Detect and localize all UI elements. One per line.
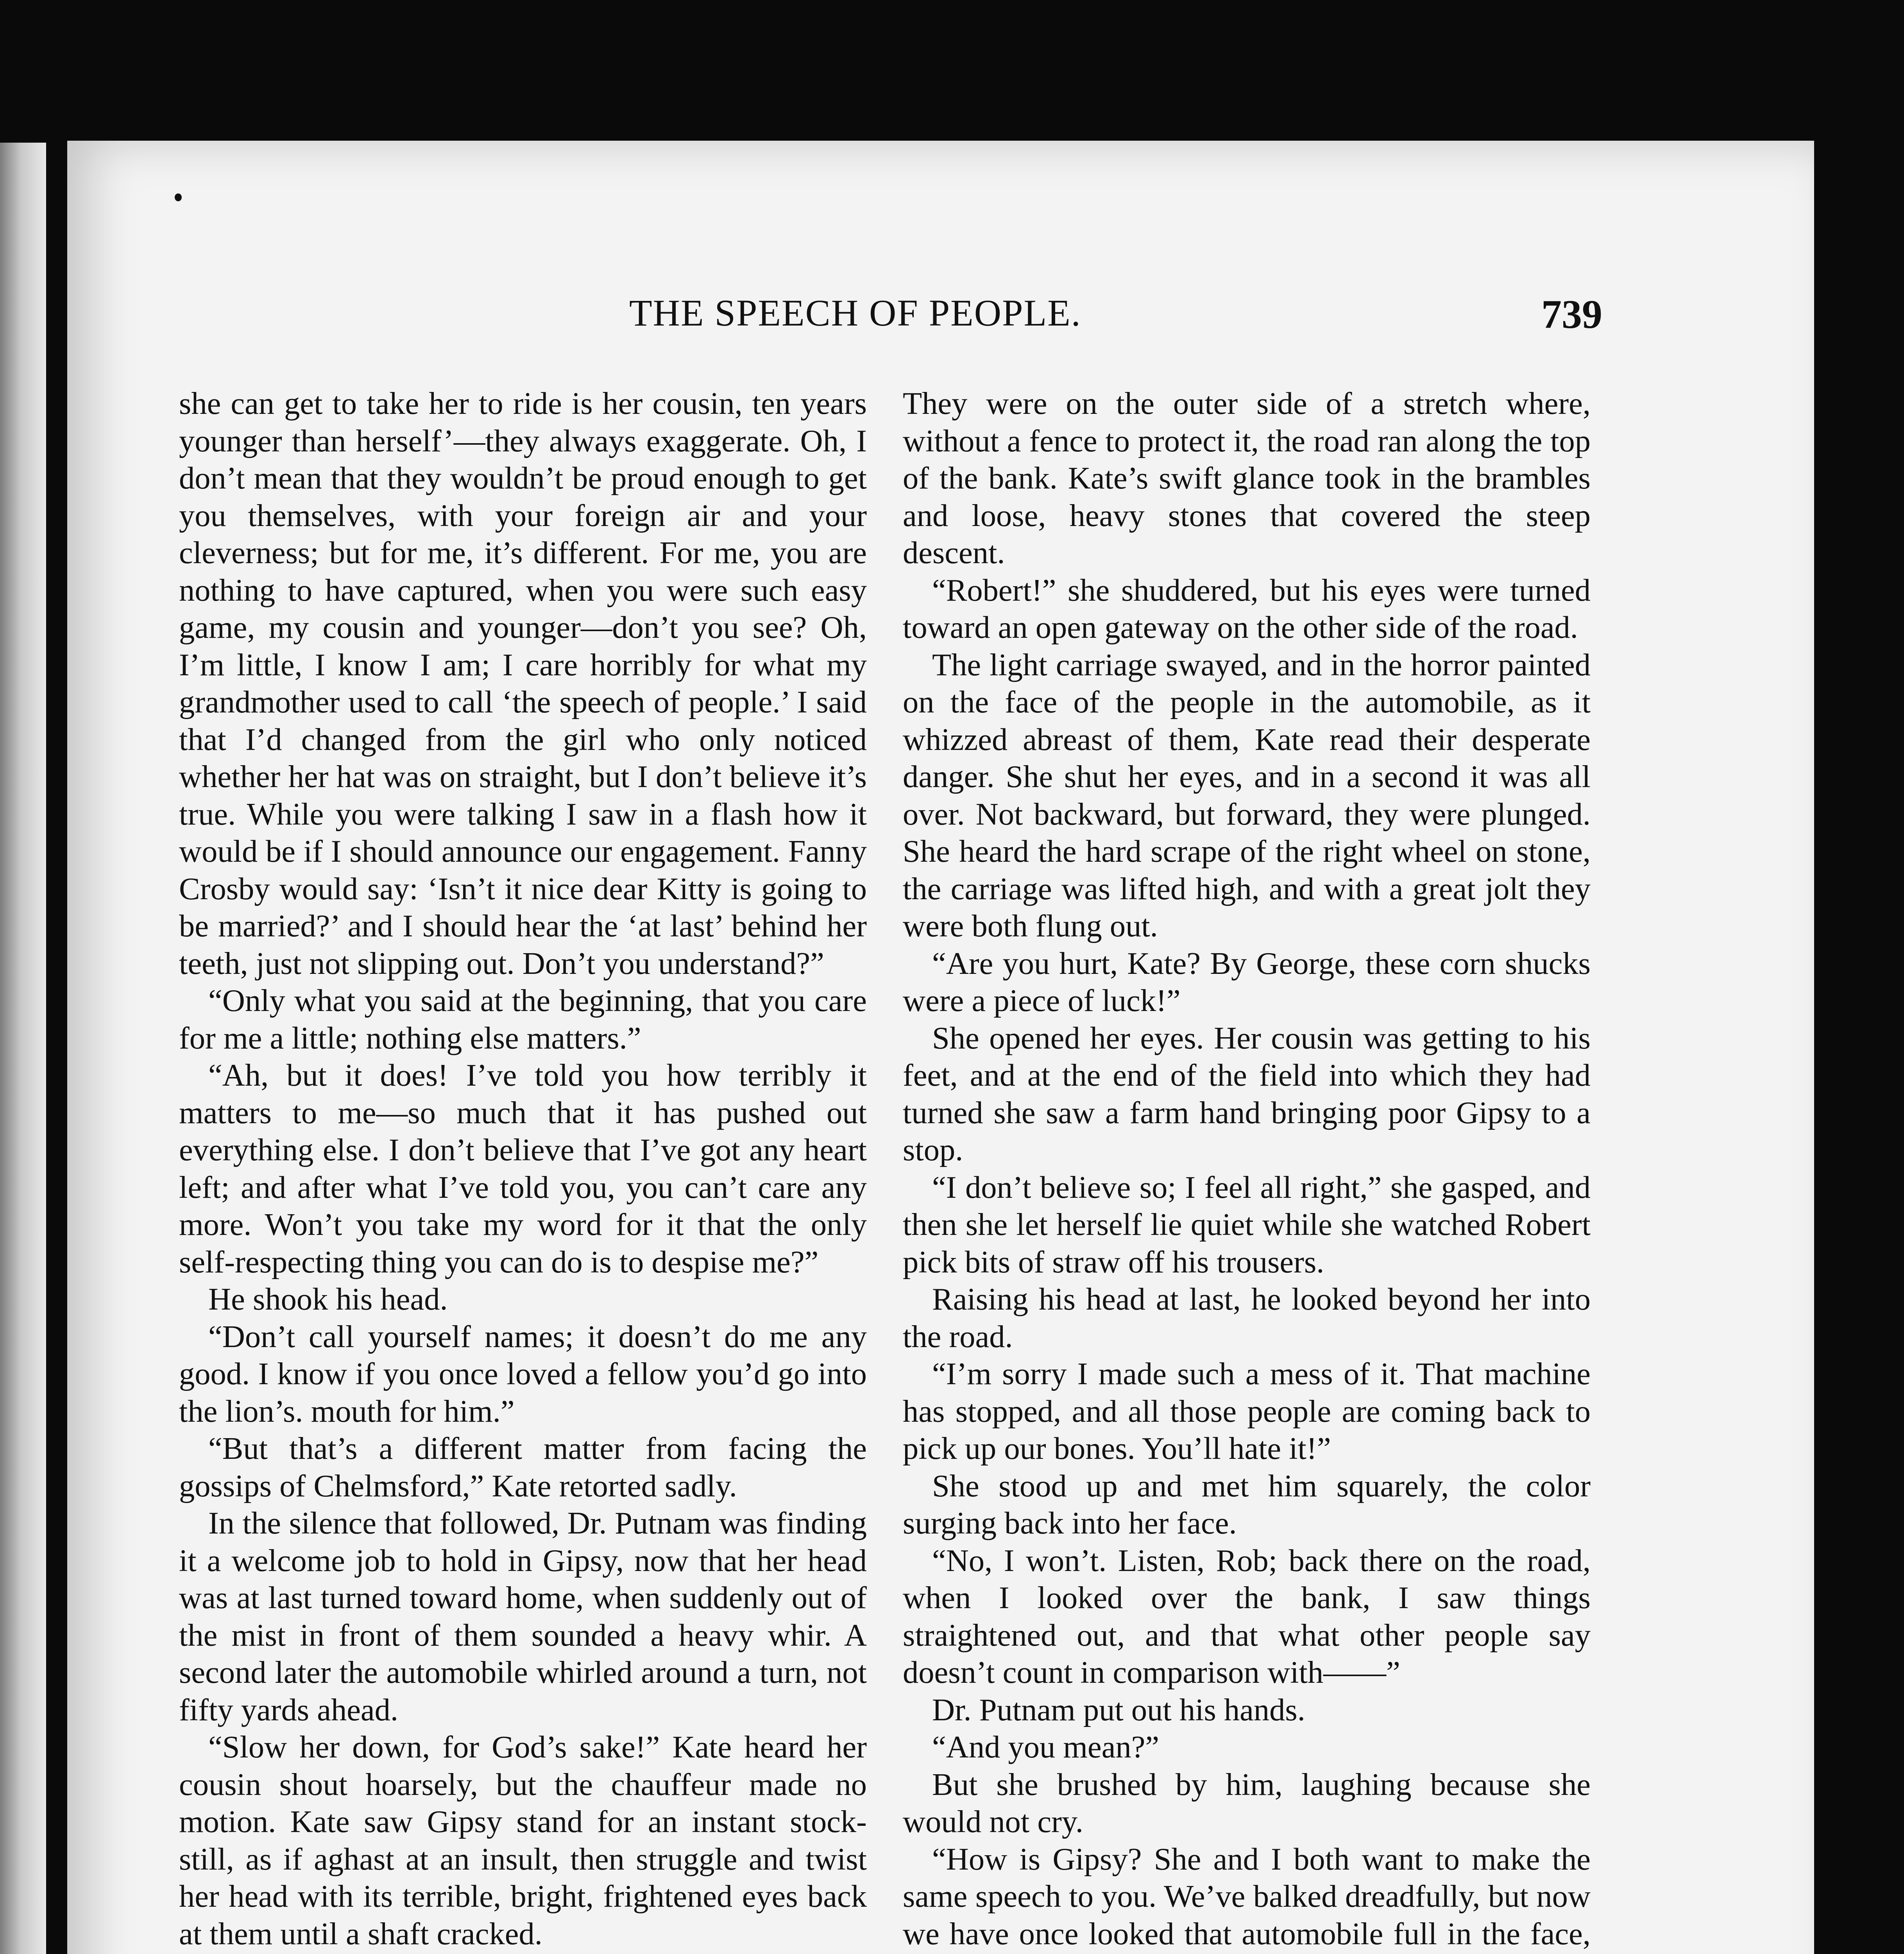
left-column: [179, 385, 867, 1954]
paragraph: “I’m sorry I made such a mess of it. That machine has stopped, and all those people are coming back to pick up our bones. You’ll hate it!”: [903, 1356, 1591, 1466]
paragraph: “Slow her down, for God’s sake!” Kate heard her cousin shout hoarsely, but the chauffeur made no motion. Kate saw Gipsy stand for an instant stock-still, as if aghast at an insult, then struggle and twist her head with its terrible, bright, frightened eyes back at them until a shaft cracked.: [179, 1730, 867, 1951]
paragraph: But she brushed by him, laughing because she would not cry.: [903, 1767, 1591, 1839]
paragraph: “Only what you said at the beginning, that you care for me a little; nothing else matters.”: [179, 983, 867, 1056]
paragraph: Raising his head at last, he looked beyond her into the road.: [903, 1282, 1591, 1354]
paragraph: He shook his head.: [208, 1282, 448, 1317]
paragraph: “But that’s a different matter from facing the gossips of Chelmsford,” Kate retorted sadly.: [179, 1431, 867, 1503]
paragraph: “I don’t believe so; I feel all right,” she gasped, and then she let herself lie quiet while she watched Robert pick bits of straw off his trousers.: [903, 1170, 1591, 1279]
adjacent-page-edge: [0, 143, 46, 1954]
paragraph: [179, 1952, 867, 1954]
paragraph: “Don’t call yourself names; it doesn’t do me any good. I know if you once loved a fellow you’d go into the lion’s. mouth for him.”: [179, 1319, 867, 1429]
ink-speck: [175, 193, 182, 201]
paragraph: “Are you hurt, Kate? By George, these corn shucks were a piece of luck!”: [903, 946, 1591, 1018]
paragraph: “No, I won’t. Listen, Rob; back there on the road, when I looked over the bank, I saw things straightened out, and that what other people say doesn’t count in comparison with——”: [903, 1543, 1591, 1690]
paragraph: “And you mean?”: [932, 1730, 1160, 1764]
paragraph: “Ah, but it does! I’ve told you how terribly it matters to me—so much that it has pushed out everything else. I don’t believe that I’ve got any heart left; and after what I’ve told you, you can’t care any more. Won’t you take my word for it that the only self-respecting thing you can do is to despise me?”: [179, 1058, 867, 1279]
page-number: 739: [1541, 292, 1602, 337]
paragraph: “Robert!” she shuddered, but his eyes were turned toward an open gateway on the other side of the road.: [903, 573, 1591, 645]
paragraph: She stood up and met him squarely, the color surging back into her face.: [903, 1468, 1591, 1541]
running-title: THE SPEECH OF PEOPLE.: [629, 292, 1081, 334]
running-header: [602, 291, 1602, 346]
paragraph: Dr. Putnam put out his hands.: [932, 1692, 1305, 1727]
paragraph: They were on the outer side of a stretch where, without a fence to protect it, the road ran along the top of the bank. Kate’s swift glance took in the brambles and loose, heavy stones that covered the steep descent.: [903, 386, 1591, 570]
paragraph: “How is Gipsy? She and I both want to make the same speech to you. We’ve balked dreadfully, but now we have once looked that automobile full in the face,: [903, 1841, 1591, 1951]
paragraph: She opened her eyes. Her cousin was getting to his feet, and at the end of the field into which they had turned she saw a farm hand bringing poor Gipsy to a stop.: [903, 1020, 1591, 1167]
paragraph: The light carriage swayed, and in the horror painted on the face of the people in the automobile, as it whizzed abreast of them, Kate read their desperate danger. She shut her eyes, and in a second it was all over. Not backward, but forward, they were plunged. She heard the hard scrape of the right wheel on stone, the carriage was lifted high, and with a great jolt they were both flung out.: [903, 647, 1591, 943]
paragraph: In the silence that followed, Dr. Putnam was finding it a welcome job to hold in Gipsy, now that her head was at last turned toward home, when suddenly out of the mist in front of them sounded a heavy whir. A second later the automobile whirled around a turn, not fifty yards ahead.: [179, 1506, 867, 1727]
paragraph: she can get to take her to ride is her cousin, ten years younger than herself’—they always exaggerate. Oh, I don’t mean that they wouldn’t be proud enough to get you themselves, with your foreign air and your cleverness; but for me, it’s different. For me, you are nothing to have captured, when you were such easy game, my cousin and younger—don’t you see? Oh, I’m little, I know I am; I care horribly for what my grandmother used to call ‘the speech of people.’ I said that I’d changed from the girl who only noticed whether her hat was on straight, but I don’t believe it’s true. While you were talking I saw in a flash how it would be if I should announce our engagement. Fanny Crosby would say: ‘Isn’t it nice dear Kitty is going to be married?’ and I should hear the ‘at last’ behind her teeth, just not slipping out. Don’t you understand?”: [179, 386, 867, 981]
right-column: [903, 385, 1591, 1954]
